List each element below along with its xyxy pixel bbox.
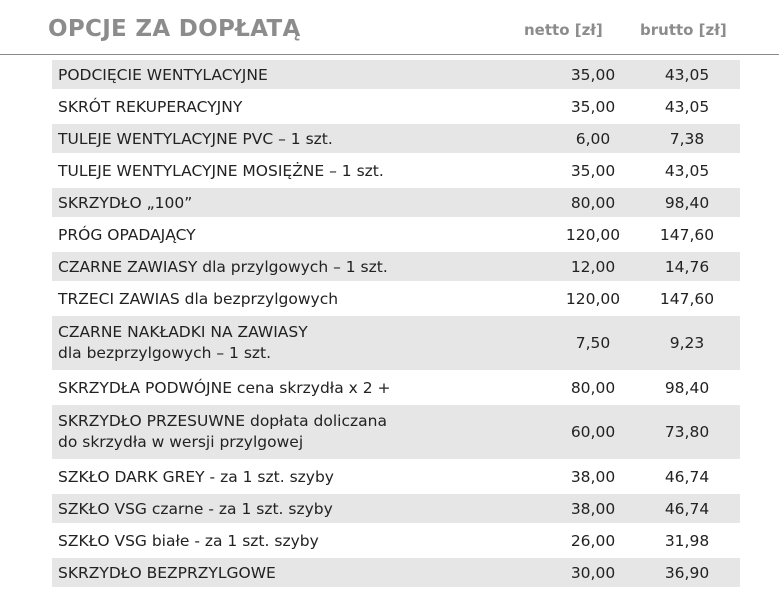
brutto-price: 43,05 [664, 97, 710, 116]
option-name: PRÓG OPADAJĄCY [58, 225, 196, 244]
table-row [52, 316, 740, 370]
table-row [52, 373, 740, 402]
netto-price: 35,00 [570, 161, 616, 180]
table-row [52, 284, 740, 313]
option-name-line2: do skrzydła w wersji przylgowej [58, 433, 304, 451]
table-row [52, 60, 740, 89]
table-row [52, 124, 740, 153]
option-name: SKRÓT REKUPERACYJNY [58, 97, 243, 116]
table-row [52, 252, 740, 281]
netto-price: 38,00 [570, 467, 616, 486]
brutto-price: 98,40 [664, 193, 710, 212]
option-name-line1: CZARNE NAKŁADKI NA ZAWIASY [58, 323, 308, 341]
brutto-price: 46,74 [664, 467, 710, 486]
brutto-price: 43,05 [664, 161, 710, 180]
table-row [52, 156, 740, 185]
brutto-price: 9,23 [669, 334, 705, 352]
option-name: SZKŁO VSG białe - za 1 szt. szyby [58, 531, 319, 550]
option-name-line1: SKRZYDŁO PRZESUWNE dopłata doliczana [58, 412, 387, 430]
netto-price: 38,00 [570, 499, 616, 518]
brutto-price: 46,74 [664, 499, 710, 518]
price-table [52, 60, 740, 590]
netto-price: 35,00 [570, 97, 616, 116]
table-row [52, 494, 740, 523]
netto-price: 60,00 [570, 423, 616, 441]
brutto-price: 31,98 [664, 531, 710, 550]
table-row [52, 188, 740, 217]
page-title: OPCJE ZA DOPŁATĄ [48, 16, 301, 42]
option-name: CZARNE ZAWIASY dla przylgowych – 1 szt. [58, 257, 388, 276]
option-name: SKRZYDŁO BEZPRZYLGOWE [58, 563, 276, 582]
option-name: PODCIĘCIE WENTYLACYJNE [58, 65, 268, 84]
option-name: SZKŁO DARK GREY - za 1 szt. szyby [58, 467, 334, 486]
netto-price: 35,00 [570, 65, 616, 84]
option-name: TULEJE WENTYLACYJNE MOSIĘŻNE – 1 szt. [58, 161, 384, 180]
netto-price: 12,00 [570, 257, 616, 276]
option-name [52, 411, 532, 453]
column-header-netto: netto [zł] [524, 21, 603, 39]
brutto-price: 73,80 [664, 423, 710, 441]
option-name-line2: dla bezprzylgowych – 1 szt. [58, 344, 272, 362]
netto-price: 120,00 [565, 289, 621, 308]
table-row [52, 405, 740, 459]
netto-price: 30,00 [570, 563, 616, 582]
netto-price: 80,00 [570, 378, 616, 397]
table-row [52, 462, 740, 491]
option-name: TRZECI ZAWIAS dla bezprzylgowych [58, 289, 339, 308]
brutto-price: 147,60 [659, 289, 715, 308]
brutto-price: 147,60 [659, 225, 715, 244]
table-row [52, 558, 740, 587]
option-name [52, 322, 532, 364]
brutto-price: 43,05 [664, 65, 710, 84]
netto-price: 7,50 [575, 334, 611, 352]
brutto-price: 14,76 [664, 257, 710, 276]
option-name: TULEJE WENTYLACYJNE PVC – 1 szt. [58, 129, 333, 148]
netto-price: 120,00 [565, 225, 621, 244]
brutto-price: 7,38 [669, 129, 705, 148]
brutto-price: 36,90 [664, 563, 710, 582]
table-header [0, 0, 779, 55]
table-row [52, 220, 740, 249]
option-name: SKRZYDŁA PODWÓJNE cena skrzydła x 2 + [58, 378, 391, 397]
netto-price: 26,00 [570, 531, 616, 550]
netto-price: 80,00 [570, 193, 616, 212]
table-row [52, 92, 740, 121]
table-row [52, 526, 740, 555]
option-name: SKRZYDŁO „100” [58, 193, 193, 212]
column-header-brutto: brutto [zł] [640, 21, 727, 39]
option-name: SZKŁO VSG czarne - za 1 szt. szyby [58, 499, 333, 518]
brutto-price: 98,40 [664, 378, 710, 397]
netto-price: 6,00 [575, 129, 611, 148]
